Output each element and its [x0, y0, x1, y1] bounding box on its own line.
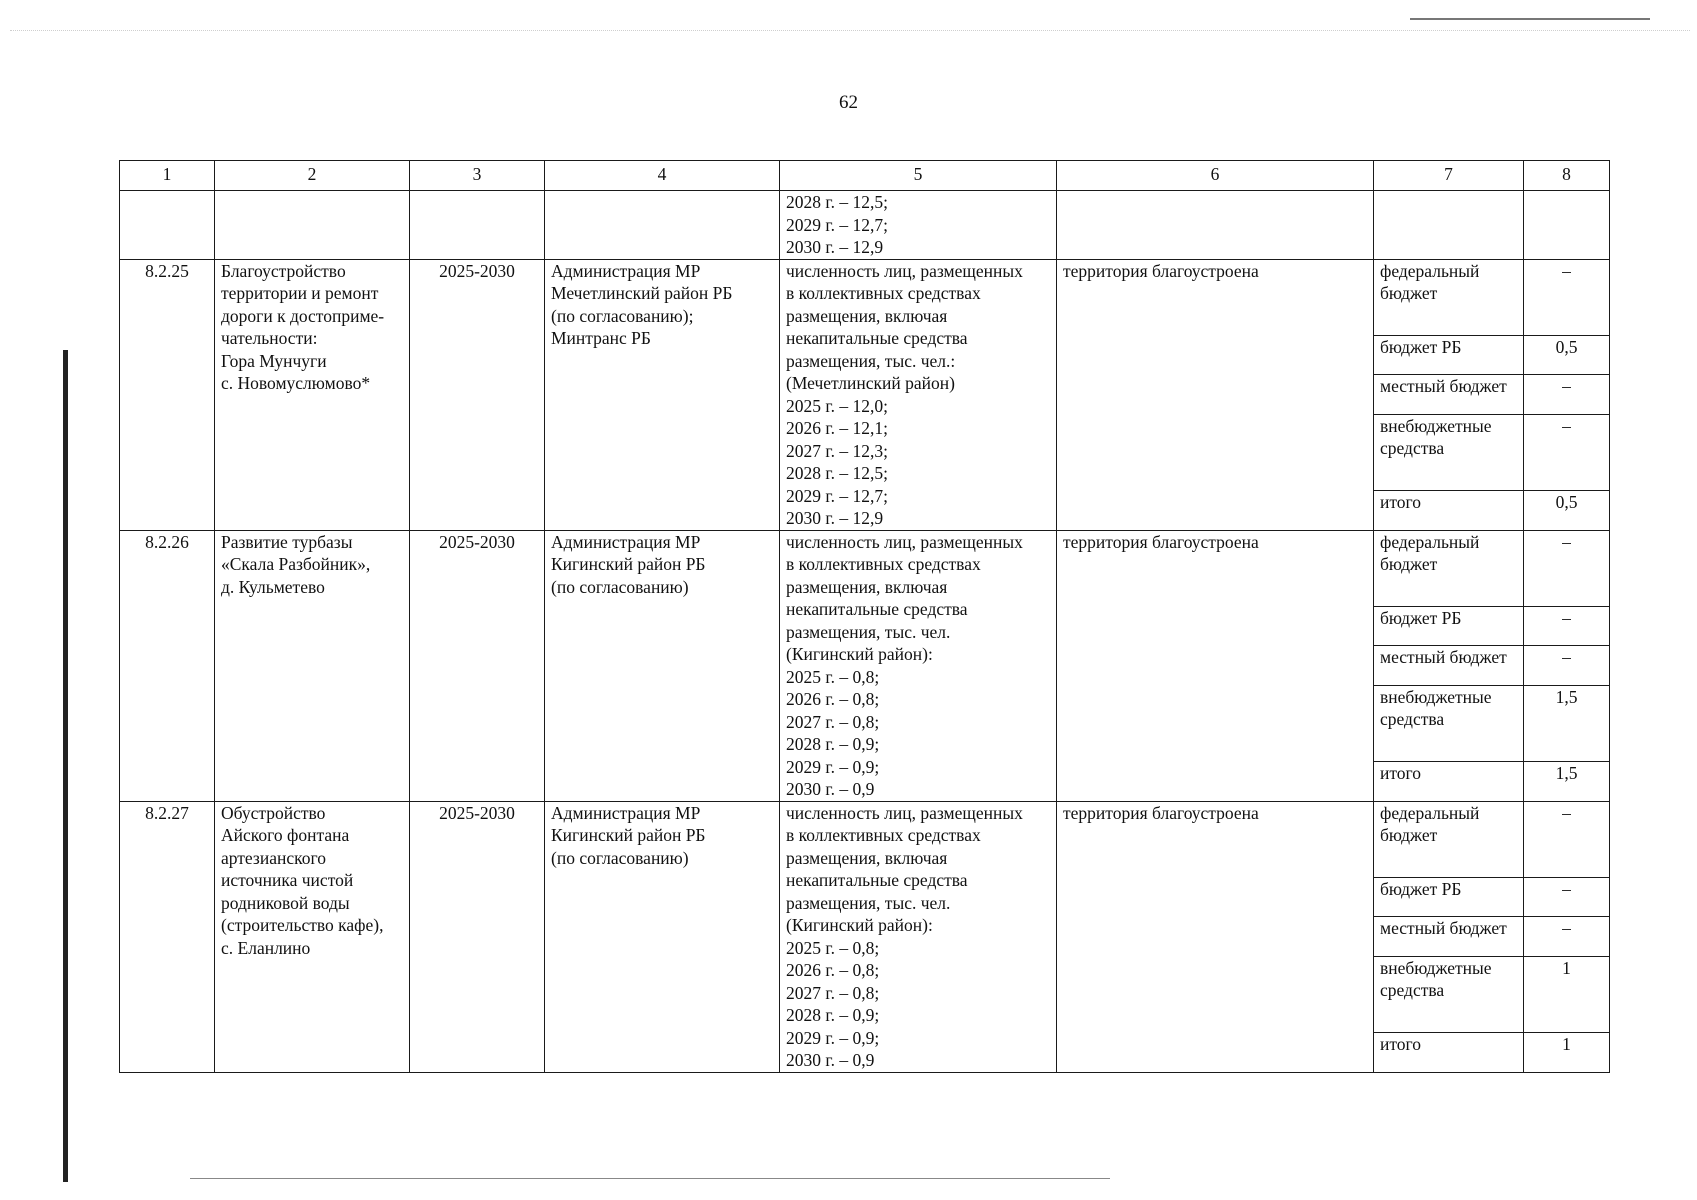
measure-name-line: с. Новомуслюмово*: [221, 373, 371, 393]
indicator-line: 2029 г. – 12,7;: [786, 214, 888, 235]
indicator-line: 2025 г. – 0,8;: [786, 666, 880, 687]
continuation-cell: [1524, 191, 1610, 260]
header-row: [120, 161, 1610, 191]
continuation-cell: [410, 191, 545, 260]
executor-line: Минтранс РБ: [551, 328, 651, 348]
indicator-line: 2025 г. – 0,8;: [786, 937, 880, 958]
indicator-line: размещения, тыс. чел.: [786, 621, 951, 642]
header-cell: 7: [1374, 161, 1524, 191]
measure-name-line: Благоустройство: [221, 260, 346, 281]
continuation-row: [120, 191, 1610, 260]
table-row: [120, 259, 1610, 336]
funding-source: бюджет РБ: [1374, 878, 1524, 917]
continuation-cell: [545, 191, 780, 260]
header-cell: 4: [545, 161, 780, 191]
header-cell: 3: [410, 161, 545, 191]
funding-source: федеральный бюджет: [1374, 801, 1524, 878]
indicator-line: 2027 г. – 0,8;: [786, 711, 880, 732]
indicator-line: (Кигинский район):: [786, 644, 933, 664]
executor-line: (по согласованию): [551, 576, 689, 597]
indicator-line: 2026 г. – 12,1;: [786, 418, 888, 438]
funding-amount: –: [1524, 259, 1610, 336]
result-cell: территория благоустроена: [1057, 259, 1374, 530]
indicator-cell: [780, 801, 1057, 1072]
program-table: [119, 160, 1610, 1073]
measure-name-line: «Скала Разбойник»,: [221, 554, 371, 574]
indicator-line: 2027 г. – 0,8;: [786, 982, 880, 1003]
measure-name-line: Гора Мунчуги: [221, 350, 327, 371]
funding-source: внебюджетные средства: [1374, 414, 1524, 491]
header-cell: 5: [780, 161, 1057, 191]
funding-source: бюджет РБ: [1374, 336, 1524, 375]
scan-edge-top: [10, 30, 1690, 31]
measure-name-line: (строительство кафе),: [221, 915, 384, 935]
result-cell: территория благоустроена: [1057, 530, 1374, 801]
measure-name-line: Развитие турбазы: [221, 531, 353, 552]
measure-name-cell: [215, 530, 410, 801]
measure-name-cell: [215, 259, 410, 530]
indicator-cell: [780, 191, 1057, 260]
funding-amount: –: [1524, 917, 1610, 956]
indicator-line: в коллективных средствах: [786, 554, 981, 574]
continuation-cell: [120, 191, 215, 260]
header-cell: 8: [1524, 161, 1610, 191]
indicator-line: 2029 г. – 0,9;: [786, 1027, 880, 1048]
indicator-line: 2030 г. – 0,9: [786, 779, 875, 799]
measure-name-line: с. Еланлино: [221, 937, 311, 958]
indicator-line: 2028 г. – 0,9;: [786, 734, 880, 754]
page-number: 62: [839, 92, 858, 113]
funding-amount: 1,5: [1524, 685, 1610, 762]
executor-cell: [545, 801, 780, 1072]
measure-name-line: чательности:: [221, 328, 318, 348]
indicator-line: численность лиц, размещенных: [786, 531, 1023, 552]
indicator-line: численность лиц, размещенных: [786, 802, 1023, 823]
measure-name-line: Обустройство: [221, 802, 326, 823]
executor-line: Кигинский район РБ: [551, 825, 706, 845]
measure-name-line: источника чистой: [221, 870, 354, 890]
funding-amount: –: [1524, 801, 1610, 878]
executor-line: Администрация МР: [551, 260, 701, 281]
indicator-line: некапитальные средства: [786, 328, 968, 348]
indicator-line: 2027 г. – 12,3;: [786, 440, 888, 461]
indicator-line: размещения, включая: [786, 305, 948, 326]
indicator-line: в коллективных средствах: [786, 825, 981, 845]
row-number: 8.2.25: [120, 259, 215, 530]
table-row: [120, 801, 1610, 878]
indicator-line: 2030 г. – 0,9: [786, 1050, 875, 1070]
funding-amount: –: [1524, 878, 1610, 917]
funding-source: итого: [1374, 762, 1524, 801]
funding-source: федеральный бюджет: [1374, 259, 1524, 336]
executor-line: (по согласованию): [551, 847, 689, 868]
period-cell: 2025-2030: [410, 530, 545, 801]
indicator-line: численность лиц, размещенных: [786, 260, 1023, 281]
measure-name-line: артезианского: [221, 847, 326, 868]
funding-amount: –: [1524, 530, 1610, 607]
indicator-cell: [780, 530, 1057, 801]
funding-amount: 1,5: [1524, 762, 1610, 801]
continuation-cell: [1374, 191, 1524, 260]
funding-amount: –: [1524, 414, 1610, 491]
indicator-line: размещения, тыс. чел.:: [786, 350, 956, 371]
indicator-line: размещения, включая: [786, 847, 948, 868]
indicator-line: некапитальные средства: [786, 870, 968, 890]
indicator-cell: [780, 259, 1057, 530]
executor-cell: [545, 530, 780, 801]
executor-line: Мечетлинский район РБ: [551, 283, 733, 303]
indicator-line: в коллективных средствах: [786, 283, 981, 303]
indicator-line: 2026 г. – 0,8;: [786, 689, 880, 709]
header-cell: 1: [120, 161, 215, 191]
scan-rule-top-right: [1410, 18, 1650, 20]
measure-name-line: дороги к достоприме-: [221, 305, 385, 326]
continuation-cell: [215, 191, 410, 260]
executor-line: Администрация МР: [551, 802, 701, 823]
funding-source: местный бюджет: [1374, 646, 1524, 685]
measure-name-line: территории и ремонт: [221, 283, 379, 303]
executor-line: (по согласованию);: [551, 305, 694, 326]
funding-source: итого: [1374, 1033, 1524, 1072]
funding-amount: 0,5: [1524, 491, 1610, 530]
funding-amount: –: [1524, 646, 1610, 685]
period-cell: 2025-2030: [410, 259, 545, 530]
indicator-line: 2029 г. – 12,7;: [786, 485, 888, 506]
indicator-line: некапитальные средства: [786, 599, 968, 619]
indicator-line: 2025 г. – 12,0;: [786, 395, 888, 416]
measure-name-cell: [215, 801, 410, 1072]
funding-source: бюджет РБ: [1374, 607, 1524, 646]
row-number: 8.2.26: [120, 530, 215, 801]
funding-amount: –: [1524, 375, 1610, 414]
indicator-line: 2030 г. – 12,9: [786, 508, 884, 528]
funding-amount: 0,5: [1524, 336, 1610, 375]
period-cell: 2025-2030: [410, 801, 545, 1072]
funding-amount: 1: [1524, 1033, 1610, 1072]
scan-binding-edge: [63, 350, 68, 1182]
continuation-cell: [1057, 191, 1374, 260]
header-cell: 2: [215, 161, 410, 191]
funding-amount: 1: [1524, 956, 1610, 1033]
measure-name-line: д. Кульметево: [221, 576, 325, 597]
executor-cell: [545, 259, 780, 530]
indicator-line: 2026 г. – 0,8;: [786, 960, 880, 980]
funding-amount: –: [1524, 607, 1610, 646]
measure-name-line: Айского фонтана: [221, 825, 350, 845]
table-body: [120, 161, 1610, 1073]
funding-source: итого: [1374, 491, 1524, 530]
indicator-line: 2028 г. – 12,5;: [786, 463, 888, 483]
scan-rule-bottom: [190, 1178, 1110, 1179]
funding-source: местный бюджет: [1374, 917, 1524, 956]
funding-source: местный бюджет: [1374, 375, 1524, 414]
table-row: [120, 530, 1610, 607]
indicator-line: 2029 г. – 0,9;: [786, 756, 880, 777]
executor-line: Кигинский район РБ: [551, 554, 706, 574]
indicator-line: 2028 г. – 12,5;: [786, 192, 888, 212]
funding-source: внебюджетные средства: [1374, 956, 1524, 1033]
indicator-line: размещения, тыс. чел.: [786, 892, 951, 913]
indicator-line: (Мечетлинский район): [786, 373, 955, 393]
measure-name-line: родниковой воды: [221, 892, 350, 913]
indicator-line: размещения, включая: [786, 576, 948, 597]
indicator-line: 2028 г. – 0,9;: [786, 1005, 880, 1025]
indicator-line: 2030 г. – 12,9: [786, 237, 884, 257]
result-cell: территория благоустроена: [1057, 801, 1374, 1072]
indicator-line: (Кигинский район):: [786, 915, 933, 935]
funding-source: внебюджетные средства: [1374, 685, 1524, 762]
header-cell: 6: [1057, 161, 1374, 191]
executor-line: Администрация МР: [551, 531, 701, 552]
row-number: 8.2.27: [120, 801, 215, 1072]
funding-source: федеральный бюджет: [1374, 530, 1524, 607]
